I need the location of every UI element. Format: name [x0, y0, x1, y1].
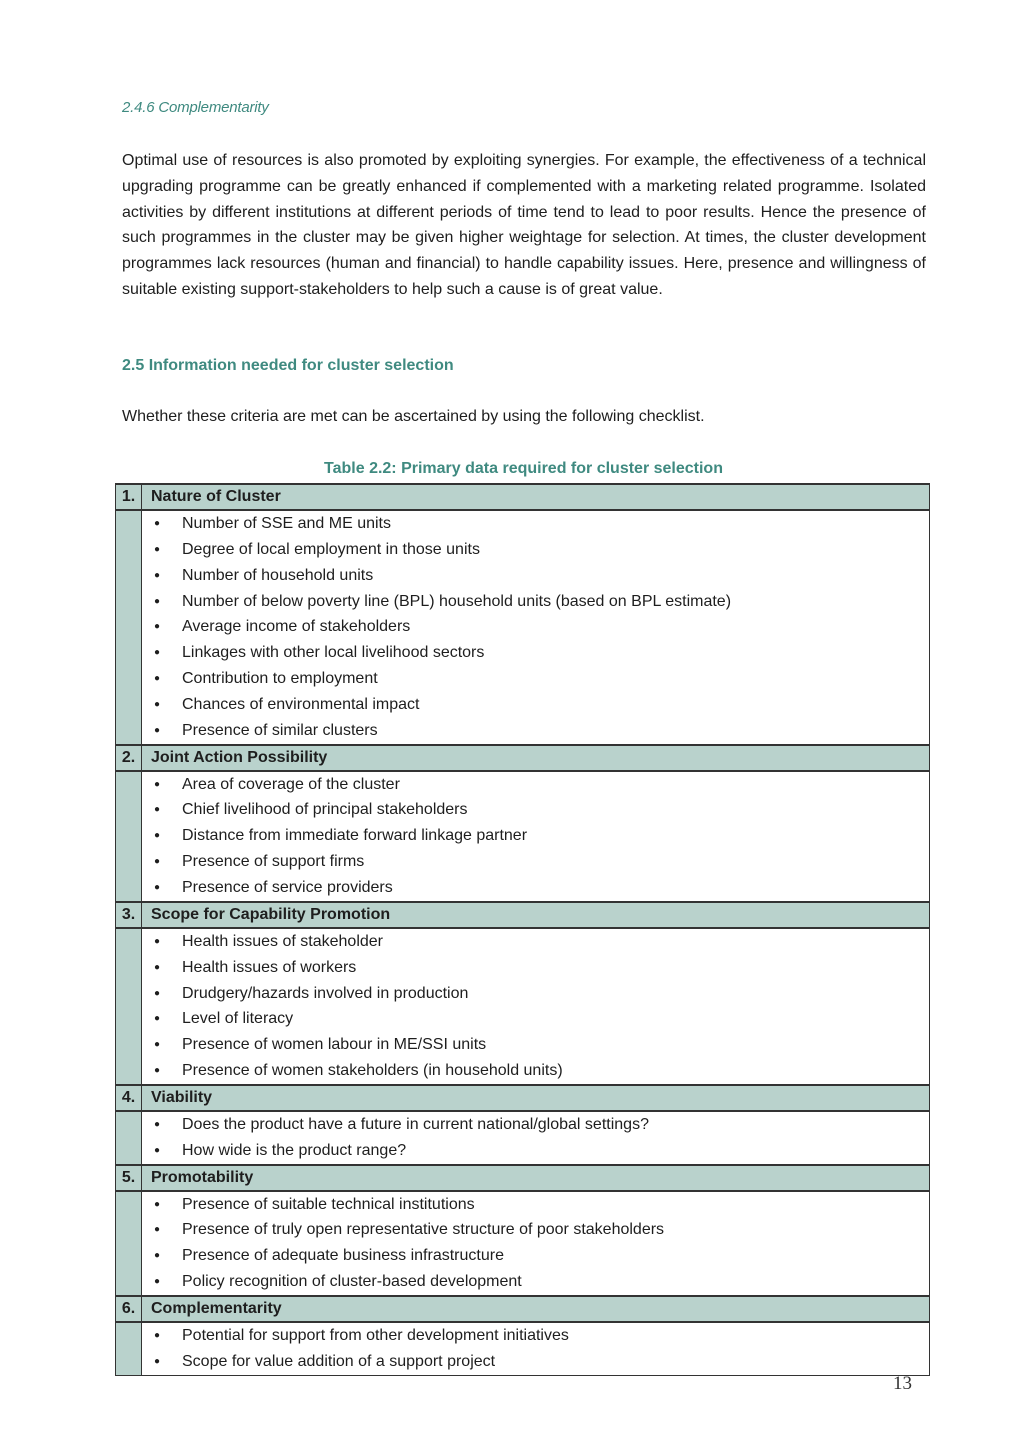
list-item [142, 981, 929, 1007]
section-items [142, 510, 930, 745]
list-item-text: Area of coverage of the cluster [182, 775, 400, 793]
section-title: Nature of Cluster [142, 484, 930, 510]
section-title: Promotability [142, 1165, 930, 1191]
bullet-icon: ● [153, 935, 161, 947]
list-item-text: Health issues of stakeholder [182, 932, 383, 950]
bullet-icon: ● [153, 804, 161, 816]
list-item-text: Presence of truly open representative structure of poor stakeholders [182, 1221, 665, 1239]
section-number: 1. [116, 484, 142, 510]
bullet-icon: ● [153, 961, 161, 973]
list-item [142, 1112, 929, 1138]
list-item-text: Presence of support firms [182, 853, 365, 871]
section-items-row [116, 1191, 930, 1296]
section-items-row [116, 928, 930, 1085]
bullet-icon: ● [153, 518, 161, 529]
intro-sentence: Whether these criteria are met can be ascertained by using the following checklist. [122, 408, 705, 425]
list-item [142, 718, 929, 744]
list-item-text: Presence of women labour in ME/SSI units [182, 1036, 487, 1054]
bullet-icon: ● [153, 621, 161, 633]
list-item [142, 955, 929, 981]
section-header-row [116, 1085, 930, 1111]
bullet-icon: ● [153, 830, 161, 842]
section-title: Complementarity [142, 1296, 930, 1322]
bullet-icon: ● [153, 1013, 161, 1025]
list-item [142, 614, 929, 640]
bullet-icon: ● [153, 1198, 161, 1210]
list-item-text: Does the product have a future in current national/global settings? [182, 1115, 649, 1133]
list-item [142, 1058, 929, 1084]
list-item-text: Presence of service providers [182, 878, 393, 896]
bullet-icon: ● [153, 1250, 161, 1262]
section-title: Joint Action Possibility [142, 745, 930, 771]
checklist-table [115, 483, 930, 1376]
bullet-icon: ● [153, 881, 161, 893]
list-item [142, 1349, 929, 1375]
list-item [142, 772, 929, 798]
list-item [142, 849, 929, 875]
list-item [142, 1032, 929, 1058]
section-items [142, 1322, 930, 1375]
section-heading: 2.5 Information needed for cluster selection [122, 357, 454, 374]
section-header-row [116, 484, 930, 510]
list-item-text: Average income of stakeholders [182, 618, 411, 636]
section-items-row [116, 771, 930, 902]
list-item-text: Drudgery/hazards involved in production [182, 984, 469, 1002]
section-number: 6. [116, 1296, 142, 1322]
section-items [142, 1191, 930, 1296]
list-item-text: Number of household units [182, 566, 374, 584]
list-item [142, 1243, 929, 1269]
bullet-icon: ● [153, 1355, 161, 1367]
list-item [142, 666, 929, 692]
bullet-icon: ● [153, 698, 161, 710]
list-item-text: Level of literacy [182, 1010, 294, 1028]
section-number: 3. [116, 902, 142, 928]
number-column-spacer [116, 1191, 142, 1296]
number-column-spacer [116, 771, 142, 902]
list-item-text: Number of SSE and ME units [182, 515, 391, 532]
bullet-icon: ● [153, 724, 161, 736]
page-number: 13 [893, 1373, 912, 1394]
bullet-icon: ● [153, 1039, 161, 1051]
list-item-text: Number of below poverty line (BPL) household units (based on BPL estimate) [182, 592, 732, 610]
list-item-text: Scope for value addition of a support project [182, 1352, 496, 1370]
list-item [142, 1006, 929, 1032]
list-item [142, 1269, 929, 1295]
section-items-row [116, 1322, 930, 1375]
list-item-text: Linkages with other local livelihood sectors [182, 644, 485, 662]
bullet-icon: ● [153, 1144, 161, 1156]
section-items [142, 928, 930, 1085]
list-item [142, 692, 929, 718]
list-item-text: Potential for support from other development initiatives [182, 1326, 569, 1344]
bullet-icon: ● [153, 1276, 161, 1288]
section-items [142, 771, 930, 902]
bullet-icon: ● [153, 987, 161, 999]
list-item [142, 797, 929, 823]
section-number: 5. [116, 1165, 142, 1191]
table-title: Table 2.2: Primary data required for cluster selection [324, 460, 723, 477]
bullet-icon: ● [153, 1329, 161, 1341]
list-item [142, 823, 929, 849]
number-column-spacer [116, 510, 142, 745]
list-item-text: Chief livelihood of principal stakeholders [182, 801, 468, 819]
section-items [142, 1111, 930, 1165]
bullet-icon: ● [153, 673, 161, 685]
bullet-icon: ● [153, 1118, 161, 1130]
list-item [142, 1323, 929, 1349]
list-item [142, 929, 929, 955]
bullet-icon: ● [153, 543, 161, 555]
section-title: Viability [142, 1085, 930, 1111]
list-item-text: Presence of adequate business infrastructure [182, 1247, 504, 1265]
list-item [142, 875, 929, 901]
list-item [142, 1217, 929, 1243]
number-column-spacer [116, 928, 142, 1085]
list-item-text: Health issues of workers [182, 958, 357, 976]
bullet-icon: ● [153, 569, 161, 581]
list-item [142, 589, 929, 615]
section-header-row [116, 1296, 930, 1322]
section-header-row [116, 902, 930, 928]
list-item [142, 640, 929, 666]
list-item-text: Presence of suitable technical institutions [182, 1195, 475, 1213]
subsection-heading: 2.4.6 Complementarity [122, 99, 269, 116]
list-item-text: Degree of local employment in those units [182, 540, 480, 558]
section-items-row [116, 1111, 930, 1165]
number-column-spacer [116, 1111, 142, 1165]
list-item [142, 1192, 929, 1218]
list-item [142, 1138, 929, 1164]
list-item-text: Contribution to employment [182, 670, 378, 688]
bullet-icon: ● [153, 1224, 161, 1236]
list-item [142, 511, 929, 537]
number-column-spacer [116, 1322, 142, 1375]
list-item-text: Distance from immediate forward linkage partner [182, 827, 528, 845]
section-header-row [116, 745, 930, 771]
list-item-text: Presence of women stakeholders (in household units) [182, 1062, 563, 1080]
bullet-icon: ● [153, 647, 161, 659]
list-item-text: Chances of environmental impact [182, 695, 420, 713]
bullet-icon: ● [153, 595, 161, 607]
list-item-text: Policy recognition of cluster-based development [182, 1273, 522, 1291]
bullet-icon: ● [153, 1065, 161, 1077]
section-title: Scope for Capability Promotion [142, 902, 930, 928]
bullet-icon: ● [153, 856, 161, 868]
section-number: 2. [116, 745, 142, 771]
section-number: 4. [116, 1085, 142, 1111]
body-paragraph: Optimal use of resources is also promoted by exploiting synergies. For example, the effectiveness of a technical upgrading programme can be greatly enhanced if complemented with a marketing related programme. Isolated activities by different institutions at different periods of time tend to lead to poor results. Hence the presence of such programmes in the cluster may be given higher weightage for selection. At times, the cluster development programmes lack resources (human and financial) to handle capability issues. Here, presence and willingness of suitable existing support-stakeholders to help such a cause is of great value. [122, 152, 926, 298]
list-item [142, 563, 929, 589]
list-item-text: How wide is the product range? [182, 1141, 407, 1159]
section-header-row [116, 1165, 930, 1191]
list-item-text: Presence of similar clusters [182, 721, 378, 739]
checklist-body [116, 484, 930, 1375]
list-item [142, 537, 929, 563]
section-items-row [116, 510, 930, 745]
bullet-icon: ● [153, 778, 161, 790]
